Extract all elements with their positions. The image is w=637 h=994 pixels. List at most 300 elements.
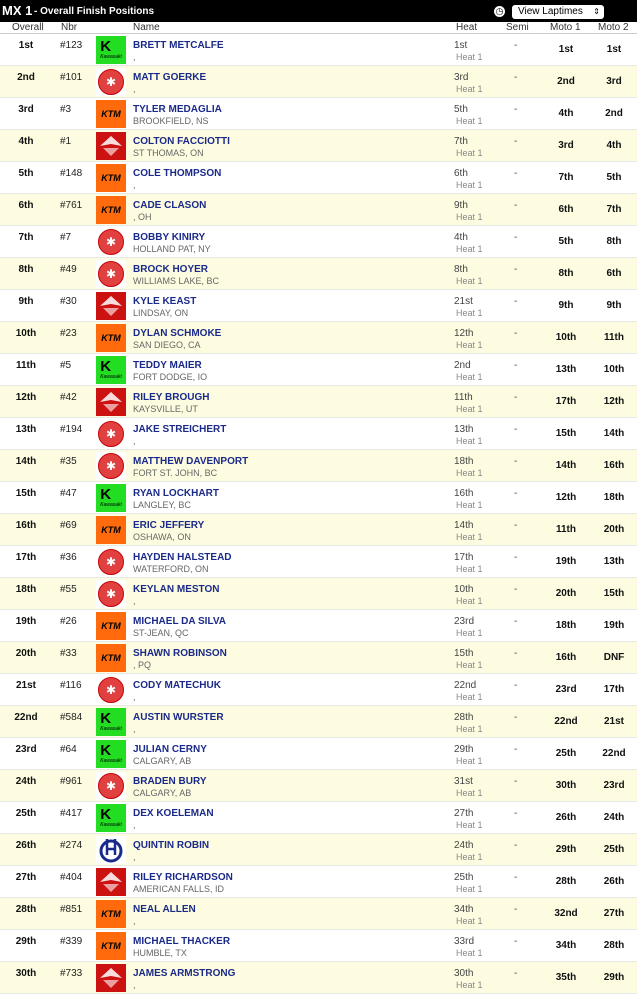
moto2-result: 18th <box>603 492 625 503</box>
moto1-result: 2nd <box>557 76 575 87</box>
table-row[interactable] <box>0 514 637 546</box>
heat-result: 30th <box>454 968 474 979</box>
rider-location: , <box>133 724 136 734</box>
semi-result: - <box>514 584 518 595</box>
moto2-result: 12th <box>603 396 625 407</box>
rider-name-link[interactable]: MATT GOERKE <box>133 72 207 83</box>
ktm-logo-icon: KTM <box>96 612 126 640</box>
rider-number: #36 <box>60 552 77 563</box>
semi-result: - <box>514 776 518 787</box>
ktm-logo-icon: KTM <box>96 164 126 192</box>
rider-location: CALGARY, AB <box>133 756 192 766</box>
table-row[interactable] <box>0 290 637 322</box>
col-overall[interactable]: Overall <box>12 22 44 33</box>
rider-name-link[interactable]: MICHAEL THACKER <box>133 936 231 947</box>
semi-result: - <box>514 456 518 467</box>
semi-result: - <box>514 424 518 435</box>
table-row[interactable] <box>0 898 637 930</box>
rider-location: , <box>133 84 136 94</box>
table-row[interactable] <box>0 706 637 738</box>
rider-number: #55 <box>60 584 77 595</box>
table-row[interactable] <box>0 66 637 98</box>
semi-result: - <box>514 872 518 883</box>
rider-location: LANGLEY, BC <box>133 500 191 510</box>
kawasaki-logo-icon: K Kawasaki <box>96 804 126 832</box>
overall-position: 17th <box>15 552 37 563</box>
overall-position: 18th <box>15 584 37 595</box>
heat-result: 4th <box>454 232 468 243</box>
rider-location: , OH <box>133 212 152 222</box>
overall-position: 23rd <box>15 744 37 755</box>
moto1-result: 30th <box>555 780 577 791</box>
heat-label: Heat 1 <box>456 660 483 670</box>
rider-number: #101 <box>60 72 83 83</box>
moto2-result: 26th <box>603 876 625 887</box>
moto1-result: 14th <box>555 460 577 471</box>
moto1-result: 3rd <box>558 140 574 151</box>
rider-number: #584 <box>60 712 83 723</box>
rider-name-link[interactable]: BRETT METCALFE <box>133 40 224 51</box>
semi-result: - <box>514 104 518 115</box>
rider-number: #417 <box>60 808 83 819</box>
moto2-result: 22nd <box>602 748 626 759</box>
kawasaki-logo-icon: K Kawasaki <box>96 356 126 384</box>
moto2-result: 21st <box>603 716 624 727</box>
moto2-result: 13th <box>603 556 625 567</box>
moto1-result: 23rd <box>555 684 577 695</box>
table-row[interactable] <box>0 578 637 610</box>
heat-label: Heat 1 <box>456 84 483 94</box>
table-row[interactable] <box>0 322 637 354</box>
rider-location: , <box>133 980 136 990</box>
table-row[interactable] <box>0 610 637 642</box>
table-row[interactable] <box>0 930 637 962</box>
semi-result: - <box>514 744 518 755</box>
moto1-result: 13th <box>555 364 577 375</box>
heat-result: 18th <box>454 456 474 467</box>
heat-label: Heat 1 <box>456 180 483 190</box>
heat-result: 2nd <box>454 360 471 371</box>
overall-position: 20th <box>15 648 37 659</box>
table-row[interactable] <box>0 674 637 706</box>
moto2-result: 16th <box>603 460 625 471</box>
table-row[interactable] <box>0 450 637 482</box>
heat-result: 5th <box>454 104 468 115</box>
rider-number: #47 <box>60 488 77 499</box>
rider-name-link[interactable]: QUINTIN ROBIN <box>133 840 210 851</box>
rider-location: , <box>133 436 136 446</box>
overall-position: 6th <box>18 200 34 211</box>
husqvarna-logo-icon <box>96 836 126 864</box>
rider-number: #733 <box>60 968 83 979</box>
heat-result: 9th <box>454 200 468 211</box>
overall-position: 10th <box>15 328 37 339</box>
rider-location: , PQ <box>133 660 152 670</box>
moto2-result: 20th <box>603 524 625 535</box>
yamaha-logo-icon: ✱ <box>96 452 126 480</box>
yamaha-logo-icon: ✱ <box>96 68 126 96</box>
rider-number: #5 <box>60 360 72 371</box>
heat-label: Heat 1 <box>456 980 483 990</box>
semi-result: - <box>514 680 518 691</box>
table-row[interactable] <box>0 866 637 898</box>
rider-name-link[interactable]: MATTHEW DAVENPORT <box>133 456 249 467</box>
semi-result: - <box>514 648 518 659</box>
col-moto1[interactable]: Moto 1 <box>550 22 581 33</box>
rider-number: #69 <box>60 520 77 531</box>
rider-number: #7 <box>60 232 72 243</box>
col-moto2[interactable]: Moto 2 <box>598 22 629 33</box>
overall-position: 24th <box>15 776 37 787</box>
heat-result: 11th <box>454 392 473 403</box>
clock-icon[interactable]: ◷ <box>495 6 504 16</box>
moto2-result: 6th <box>606 268 622 279</box>
rider-name-link[interactable]: HAYDEN HALSTEAD <box>133 552 232 563</box>
moto2-result: 28th <box>603 940 625 951</box>
table-row[interactable] <box>0 482 637 514</box>
rider-location: SAN DIEGO, CA <box>133 340 201 350</box>
rider-location: LINDSAY, ON <box>133 308 189 318</box>
rider-name-link[interactable]: BOBBY KINIRY <box>133 232 206 243</box>
heat-result: 33rd <box>454 936 475 947</box>
overall-position: 15th <box>15 488 37 499</box>
semi-result: - <box>514 200 518 211</box>
semi-result: - <box>514 392 518 403</box>
rider-number: #23 <box>60 328 77 339</box>
moto2-result: 11th <box>603 332 624 343</box>
ktm-logo-icon: KTM <box>96 900 126 928</box>
kawasaki-logo-icon: K Kawasaki <box>96 36 126 64</box>
heat-result: 1st <box>454 40 468 51</box>
honda-logo-icon <box>96 292 126 320</box>
col-nbr[interactable]: Nbr <box>61 22 78 33</box>
semi-result: - <box>514 520 518 531</box>
moto2-result: 23rd <box>603 780 625 791</box>
honda-logo-icon <box>96 868 126 896</box>
semi-result: - <box>514 904 518 915</box>
moto2-result: DNF <box>603 652 625 663</box>
honda-logo-icon <box>96 132 126 160</box>
table-row[interactable] <box>0 770 637 802</box>
rider-name-link[interactable]: COLTON FACCIOTTI <box>133 136 230 147</box>
yamaha-logo-icon: ✱ <box>96 580 126 608</box>
moto1-result: 10th <box>555 332 577 343</box>
ktm-logo-icon: KTM <box>96 932 126 960</box>
overall-position: 13th <box>15 424 37 435</box>
semi-result: - <box>514 40 518 51</box>
rider-location: OSHAWA, ON <box>133 532 191 542</box>
rider-name-link[interactable]: DYLAN SCHMOKE <box>133 328 222 339</box>
heat-result: 27th <box>454 808 474 819</box>
heat-result: 3rd <box>454 72 469 83</box>
rider-number: #64 <box>60 744 77 755</box>
rider-location: KAYSVILLE, UT <box>133 404 198 414</box>
moto1-result: 9th <box>558 300 574 311</box>
table-row[interactable] <box>0 98 637 130</box>
heat-label: Heat 1 <box>456 628 483 638</box>
moto1-result: 11th <box>555 524 576 535</box>
rider-location: ST THOMAS, ON <box>133 148 204 158</box>
table-row[interactable] <box>0 546 637 578</box>
heat-label: Heat 1 <box>456 372 483 382</box>
heat-result: 23rd <box>454 616 475 627</box>
moto1-result: 18th <box>555 620 577 631</box>
semi-result: - <box>514 712 518 723</box>
results-table <box>0 34 637 994</box>
rider-name-link[interactable]: KEYLAN MESTON <box>133 584 220 595</box>
table-row[interactable] <box>0 130 637 162</box>
rider-number: #35 <box>60 456 77 467</box>
heat-result: 22nd <box>454 680 477 691</box>
rider-number: #961 <box>60 776 83 787</box>
rider-name-link[interactable]: SHAWN ROBINSON <box>133 648 227 659</box>
heat-label: Heat 1 <box>456 340 483 350</box>
table-row[interactable] <box>0 34 637 66</box>
heat-result: 24th <box>454 840 474 851</box>
yamaha-logo-icon: ✱ <box>96 260 126 288</box>
table-row[interactable] <box>0 834 637 866</box>
rider-location: , <box>133 180 136 190</box>
overall-position: 22nd <box>14 712 38 723</box>
semi-result: - <box>514 968 518 979</box>
heat-result: 28th <box>454 712 474 723</box>
heat-result: 12th <box>454 328 474 339</box>
semi-result: - <box>514 360 518 371</box>
moto1-result: 32nd <box>554 908 578 919</box>
rider-number: #26 <box>60 616 77 627</box>
rider-number: #851 <box>60 904 83 915</box>
rider-number: #404 <box>60 872 83 883</box>
moto1-result: 29th <box>555 844 577 855</box>
moto1-result: 16th <box>555 652 577 663</box>
yamaha-logo-icon: ✱ <box>96 228 126 256</box>
rider-name-link[interactable]: AUSTIN WURSTER <box>133 712 224 723</box>
overall-position: 27th <box>15 872 37 883</box>
heat-label: Heat 1 <box>456 532 483 542</box>
rider-location: WATERFORD, ON <box>133 564 209 574</box>
rider-location: , <box>133 820 136 830</box>
moto1-result: 17th <box>555 396 577 407</box>
rider-name-link[interactable]: COLE THOMPSON <box>133 168 222 179</box>
yamaha-logo-icon: ✱ <box>96 548 126 576</box>
heat-result: 31st <box>454 776 473 787</box>
heat-label: Heat 1 <box>456 52 483 62</box>
moto2-result: 24th <box>603 812 625 823</box>
rider-number: #33 <box>60 648 77 659</box>
moto2-result: 17th <box>603 684 625 695</box>
rider-number: #274 <box>60 840 83 851</box>
moto1-result: 26th <box>555 812 577 823</box>
table-row[interactable] <box>0 226 637 258</box>
rider-number: #42 <box>60 392 77 403</box>
ktm-logo-icon: KTM <box>96 324 126 352</box>
heat-label: Heat 1 <box>456 948 483 958</box>
rider-location: HOLLAND PAT, NY <box>133 244 211 254</box>
semi-result: - <box>514 328 518 339</box>
overall-position: 16th <box>15 520 37 531</box>
rider-name-link[interactable]: JULIAN CERNY <box>133 744 207 755</box>
overall-position: 26th <box>15 840 37 851</box>
moto1-result: 22nd <box>554 716 578 727</box>
overall-position: 19th <box>15 616 37 627</box>
ktm-logo-icon: KTM <box>96 644 126 672</box>
ktm-logo-icon: KTM <box>96 196 126 224</box>
table-row[interactable] <box>0 354 637 386</box>
overall-position: 5th <box>18 168 34 179</box>
rider-name-link[interactable]: RILEY BROUGH <box>133 392 210 403</box>
heat-result: 17th <box>454 552 474 563</box>
yamaha-logo-icon: ✱ <box>96 772 126 800</box>
moto1-result: 20th <box>555 588 577 599</box>
overall-position: 14th <box>15 456 37 467</box>
col-semi[interactable]: Semi <box>506 22 529 33</box>
moto2-result: 14th <box>603 428 625 439</box>
rider-name-link[interactable]: JAMES ARMSTRONG <box>133 968 236 979</box>
overall-position: 1st <box>18 40 34 51</box>
kawasaki-logo-icon: K Kawasaki <box>96 484 126 512</box>
rider-location: ST-JEAN, QC <box>133 628 189 638</box>
heat-result: 14th <box>454 520 474 531</box>
moto1-result: 19th <box>555 556 577 567</box>
heat-result: 13th <box>454 424 474 435</box>
rider-number: #123 <box>60 40 83 51</box>
table-row[interactable] <box>0 386 637 418</box>
rider-location: CALGARY, AB <box>133 788 192 798</box>
semi-result: - <box>514 808 518 819</box>
heat-label: Heat 1 <box>456 468 483 478</box>
table-row[interactable] <box>0 642 637 674</box>
rider-name-link[interactable]: DEX KOELEMAN <box>133 808 214 819</box>
rider-name-link[interactable]: NEAL ALLEN <box>133 904 196 915</box>
overall-position: 9th <box>18 296 34 307</box>
view-laptimes-select[interactable] <box>512 5 604 19</box>
rider-location: HUMBLE, TX <box>133 948 187 958</box>
rider-number: #3 <box>60 104 72 115</box>
rider-location: , <box>133 692 136 702</box>
table-row[interactable] <box>0 418 637 450</box>
yamaha-logo-icon: ✱ <box>96 676 126 704</box>
overall-position: 2nd <box>17 72 35 83</box>
rider-name-link[interactable]: KYLE KEAST <box>133 296 197 307</box>
overall-position: 28th <box>15 904 37 915</box>
moto2-result: 19th <box>603 620 625 631</box>
rider-name-link[interactable]: MICHAEL DA SILVA <box>133 616 226 627</box>
overall-position: 21st <box>15 680 36 691</box>
moto1-result: 7th <box>558 172 574 183</box>
rider-name-link[interactable]: RILEY RICHARDSON <box>133 872 233 883</box>
col-heat[interactable]: Heat <box>456 22 478 33</box>
moto2-result: 15th <box>603 588 625 599</box>
heat-label: Heat 1 <box>456 308 483 318</box>
heat-label: Heat 1 <box>456 276 483 286</box>
overall-position: 30th <box>15 968 37 979</box>
table-row[interactable] <box>0 802 637 834</box>
heat-result: 29th <box>454 744 474 755</box>
heat-result: 10th <box>454 584 474 595</box>
heat-result: 34th <box>454 904 474 915</box>
rider-name-link[interactable]: BROCK HOYER <box>133 264 209 275</box>
moto2-result: 27th <box>603 908 625 919</box>
moto1-result: 6th <box>558 204 574 215</box>
heat-label: Heat 1 <box>456 756 483 766</box>
heat-label: Heat 1 <box>456 596 483 606</box>
overall-position: 3rd <box>18 104 34 115</box>
semi-result: - <box>514 488 518 499</box>
heat-label: Heat 1 <box>456 564 483 574</box>
moto2-result: 9th <box>606 300 622 311</box>
heat-label: Heat 1 <box>456 916 483 926</box>
table-row[interactable] <box>0 194 637 226</box>
rider-name-link[interactable]: RYAN LOCKHART <box>133 488 219 499</box>
yamaha-logo-icon: ✱ <box>96 420 126 448</box>
rider-name-link[interactable]: BRADEN BURY <box>133 776 207 787</box>
rider-location: , <box>133 852 136 862</box>
rider-name-link[interactable]: TYLER MEDAGLIA <box>133 104 222 115</box>
moto2-result: 25th <box>603 844 625 855</box>
rider-name-link[interactable]: ERIC JEFFERY <box>133 520 205 531</box>
moto1-result: 28th <box>555 876 577 887</box>
semi-result: - <box>514 552 518 563</box>
table-row[interactable] <box>0 962 637 994</box>
semi-result: - <box>514 72 518 83</box>
rider-location: BROOKFIELD, NS <box>133 116 209 126</box>
overall-position: 8th <box>18 264 34 275</box>
rider-name-link[interactable]: TEDDY MAIER <box>133 360 202 371</box>
class-title: MX 1 <box>2 3 33 18</box>
moto1-result: 35th <box>555 972 577 983</box>
rider-number: #1 <box>60 136 72 147</box>
rider-number: #194 <box>60 424 83 435</box>
moto1-result: 4th <box>558 108 574 119</box>
moto2-result: 8th <box>606 236 622 247</box>
rider-location: FORT DODGE, IO <box>133 372 208 382</box>
heat-label: Heat 1 <box>456 212 483 222</box>
rider-name-link[interactable]: CADE CLASON <box>133 200 207 211</box>
moto1-result: 8th <box>558 268 574 279</box>
results-header <box>0 0 637 22</box>
overall-position: 4th <box>18 136 34 147</box>
rider-name-link[interactable]: CODY MATECHUK <box>133 680 221 691</box>
heat-result: 21st <box>454 296 473 307</box>
semi-result: - <box>514 232 518 243</box>
heat-label: Heat 1 <box>456 724 483 734</box>
rider-number: #761 <box>60 200 83 211</box>
rider-location: , <box>133 52 136 62</box>
heat-result: 7th <box>454 136 468 147</box>
rider-name-link[interactable]: JAKE STREICHERT <box>133 424 227 435</box>
overall-position: 7th <box>18 232 34 243</box>
honda-logo-icon <box>96 388 126 416</box>
table-row[interactable] <box>0 258 637 290</box>
table-row[interactable] <box>0 162 637 194</box>
rider-number: #49 <box>60 264 77 275</box>
heat-label: Heat 1 <box>456 148 483 158</box>
heat-label: Heat 1 <box>456 788 483 798</box>
kawasaki-logo-icon: K Kawasaki <box>96 740 126 768</box>
semi-result: - <box>514 136 518 147</box>
rider-number: #339 <box>60 936 83 947</box>
heat-result: 25th <box>454 872 474 883</box>
table-row[interactable] <box>0 738 637 770</box>
moto2-result: 2nd <box>605 108 623 119</box>
honda-logo-icon <box>96 964 126 992</box>
moto2-result: 5th <box>606 172 622 183</box>
rider-number: #148 <box>60 168 83 179</box>
rider-number: #116 <box>60 680 82 691</box>
semi-result: - <box>514 296 518 307</box>
moto1-result: 1st <box>558 44 574 55</box>
col-name[interactable]: Name <box>133 22 160 33</box>
